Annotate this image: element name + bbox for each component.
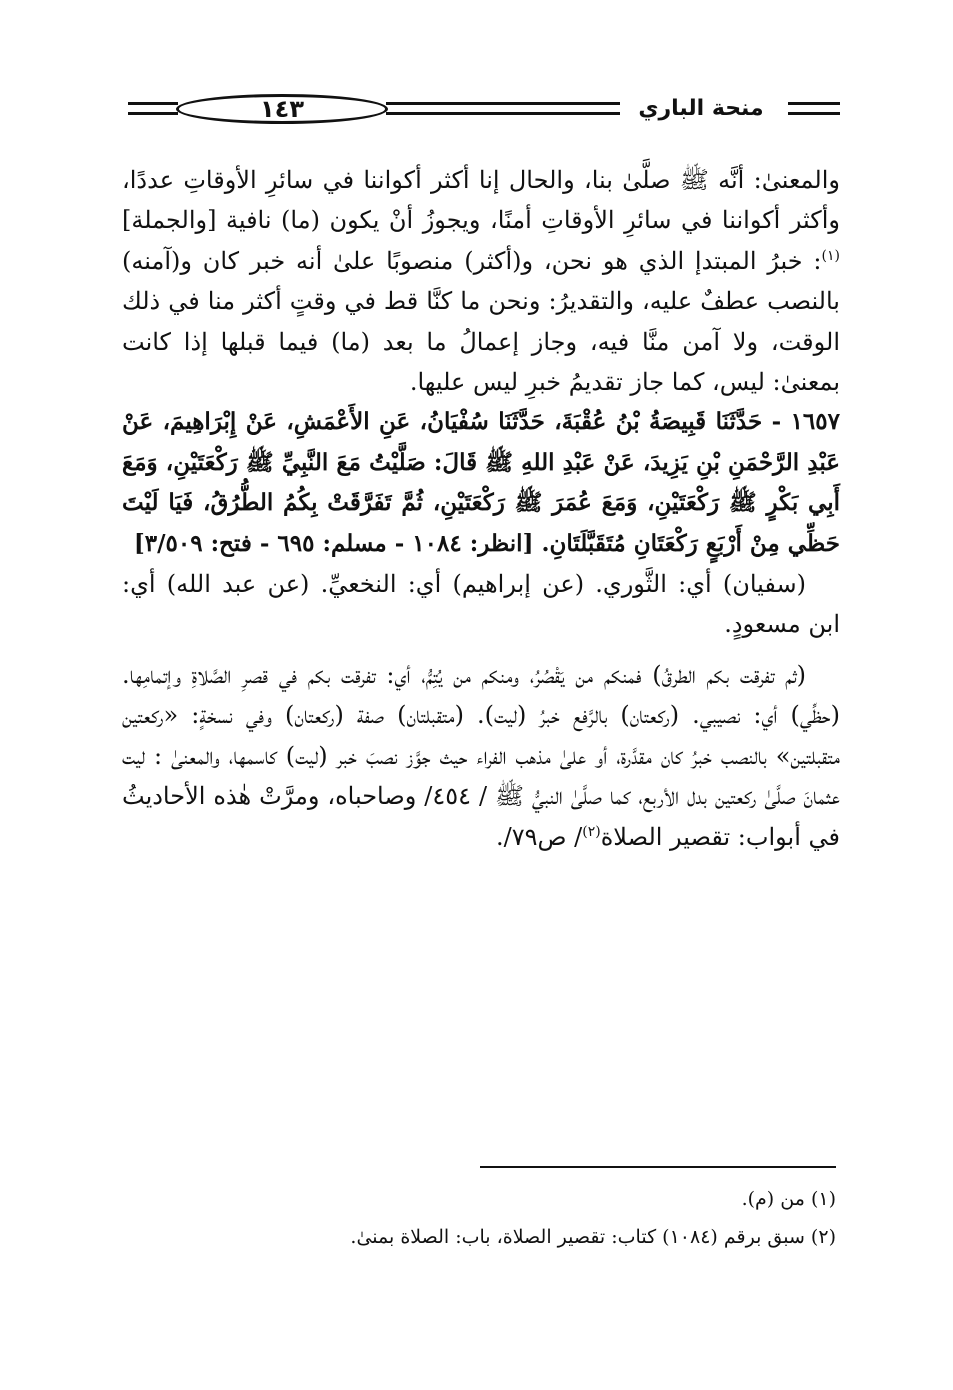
paragraph-text-tail: / ص٧٩/.	[496, 822, 583, 851]
page-number-oval	[176, 94, 388, 124]
header-rule-left-bottom	[128, 112, 178, 115]
paragraph-text: (ثم تفرقت بكم الطرقُ) فمنكم من يَقْصُرُ، ومنكم من يُتِمُّ، أي: تفرقت بكم في قصرِ الصَّلاةِ وإتمامِها. (حظِّي) أي: نصيبي. (ركعتان) بالرَّفع خبرُ (ليت). (متقبلتان) صفة (ركعتان) وفي نسخةٍ: «ركعتين متقبلتين» بالنصب خبرُ كان مقدَّرة، أو علىٰ مذهب الفراء حيث جوَّز نصبَ خبر (ليت) كاسمها، والمعنىٰ : ليت عثمانَ صلَّىٰ ركعتين بدل الأربع، كما صلَّىٰ النبيُّ ﷺ / ٤٥٤/ وصاحباه، ومرَّتْ هٰذه الأحاديثُ في أبواب: تقصير الصلاة	[122, 660, 840, 851]
page-header	[128, 86, 840, 136]
header-rule-middle-bottom	[386, 112, 620, 115]
footnotes	[200, 1180, 836, 1256]
footnote-1: (١) من (م).	[741, 1188, 836, 1210]
footnote-ref-1: (١)	[821, 247, 840, 264]
page-number: ١٤٣	[260, 95, 304, 123]
header-rule-left-top	[128, 102, 178, 105]
running-title: منحة الباري	[638, 96, 764, 121]
paragraph-text: والمعنىٰ: أنَّه ﷺ صلَّىٰ بنا، والحال إنا أكثر أكواننا في سائرِ الأوقاتِ عددًا، وأكثر أكواننا في سائرِ الأوقاتِ أمنًا، ويجوزُ أنْ يكون (ما) نافية [والجملة]	[122, 166, 840, 235]
hadith-text: ١٦٥٧ - حَدَّثَنَا قَبِيصَةُ بْنُ عُقْبَةَ، حَدَّثَنَا سُفْيَانُ، عَنِ الأَعْمَشِ، عَنْ إِبْرَاهِيمَ، عَنْ عَبْدِ الرَّحْمَنِ بْنِ يَزِيدَ، عَنْ عَبْدِ اللهِ ﷺ قَالَ: صَلَّيْتُ مَعَ النَّبِيِّ ﷺ رَكْعَتَيْنِ، وَمَعَ أَبِي بَكْرٍ ﷺ رَكْعَتَيْنِ، وَمَعَ عُمَرَ ﷺ رَكْعَتَيْنِ، ثُمَّ تَفَرَّقَتْ بِكُمُ الطُّرُقُ، فَيَا لَيْتَ حَظِّي مِنْ أَرْبَعٍ رَكْعَتَانِ مُتَقَبَّلَتَانِ. [انظر: ١٠٨٤ - مسلم: ٦٩٥ - فتح: ٣/٥٠٩]	[122, 408, 840, 557]
commentary-paragraph-1	[122, 160, 840, 402]
paragraph-text-tail: : خبرُ المبتدإ الذي هو نحن، و(أكثر) منصوبًا علىٰ أنه خبر كان و(آمنه) بالنصب عطفٌ عليه، والتقديرُ: ونحن ما كنَّا قط في وقتٍ أكثر منا في ذلك الوقت، ولا آمن منَّا فيه، وجاز إعمالُ ما بعد (ما) فيما قبلها إذا كانت بمعنىٰ: ليس، كما جاز تقديمُ خبرِ ليس عليها.	[122, 246, 840, 397]
footnote-separator	[480, 1166, 836, 1168]
footnote-2: (٢) سبق برقم (١٠٨٤) كتاب: تقصير الصلاة، باب: الصلاة بمنىٰ.	[350, 1226, 836, 1248]
header-rule-right-top	[788, 102, 840, 105]
footnote-ref-2: (٢)	[582, 823, 601, 840]
header-rule-middle-top	[386, 102, 620, 105]
commentary-paragraph-2: (سفيان) أي: الثَّوري. (عن إبراهيم) أي: النخعيِّ. (عن عبد الله) أي: ابن مسعودٍ.	[122, 570, 840, 639]
page-body	[122, 160, 840, 857]
header-rule-right-bottom	[788, 112, 840, 115]
commentary-paragraph-3	[122, 655, 840, 857]
